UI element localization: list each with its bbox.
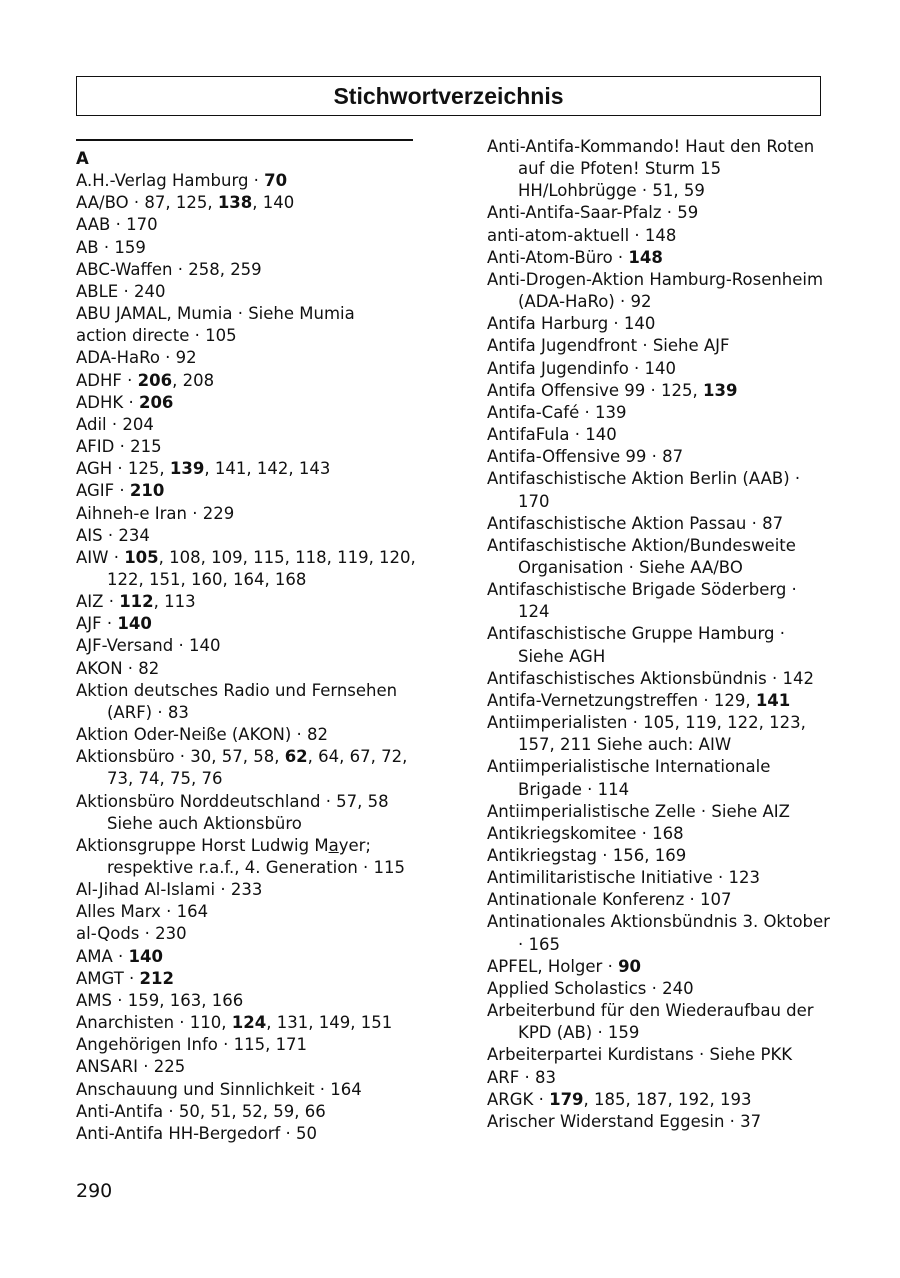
index-entry-text: Arbeiterbund für den Wiederaufbau der KPD (AB) · 159	[487, 1001, 814, 1043]
index-entry	[487, 1067, 832, 1089]
index-entry-text: Arischer Widerstand Eggesin · 37	[487, 1111, 762, 1131]
index-entry	[76, 1056, 421, 1078]
index-entry-text: Antifaschistisches Aktionsbündnis · 142	[487, 668, 814, 688]
index-main-page-ref: 138	[217, 193, 253, 213]
index-entry	[76, 1101, 421, 1123]
index-entry	[487, 690, 832, 712]
index-entry	[487, 225, 832, 247]
index-entry	[487, 535, 832, 579]
index-entry-text: ADA-HaRo · 92	[76, 348, 197, 368]
index-entry	[76, 281, 421, 303]
index-entry	[76, 835, 421, 879]
index-entry	[487, 1111, 832, 1133]
column-rule	[76, 139, 413, 141]
index-entry	[487, 513, 832, 535]
index-entry	[487, 380, 832, 402]
index-entry-text: , 131, 149, 151	[266, 1013, 393, 1033]
index-entry	[76, 990, 421, 1012]
index-entry	[76, 170, 421, 192]
index-entry-text: Antifaschistische Aktion Passau · 87	[487, 513, 784, 533]
index-entry-text: Arbeiterpartei Kurdistans · Siehe PKK	[487, 1045, 793, 1065]
index-entry-text: AAB · 170	[76, 215, 158, 235]
index-entry	[487, 823, 832, 845]
index-entry	[76, 259, 421, 281]
index-main-page-ref: 124	[231, 1013, 267, 1033]
index-entry-text: Aktion Oder-Neiße (AKON) · 82	[76, 725, 328, 745]
index-entry-text: AntifaFula · 140	[487, 425, 617, 445]
index-entry-text: Al-Jihad Al-Islami · 233	[76, 880, 263, 900]
index-entry	[76, 347, 421, 369]
index-entry-text: AIZ ·	[76, 592, 120, 612]
index-entry	[487, 136, 832, 202]
index-entry-text: ARGK ·	[487, 1089, 550, 1109]
index-entry-text: AIS · 234	[76, 525, 150, 545]
index-entry	[76, 325, 421, 347]
index-entry-text: Anti-Atom-Büro ·	[487, 247, 629, 267]
index-entry-text: Antikriegstag · 156, 169	[487, 846, 687, 865]
index-entry-text: ABC-Waffen · 258, 259	[76, 259, 262, 279]
index-entry	[76, 1079, 421, 1101]
index-entry	[487, 712, 832, 756]
index-entry	[487, 424, 832, 446]
index-entry-text: Anschauung und Sinnlichkeit · 164	[76, 1079, 362, 1099]
index-entry	[487, 1044, 832, 1066]
index-entry	[487, 956, 832, 978]
index-entry-text: Antifaschistische Gruppe Hamburg · Siehe AGH	[487, 624, 785, 666]
index-entry	[487, 313, 832, 335]
index-main-page-ref: 140	[128, 946, 163, 966]
index-entry-text: Anti-Antifa HH-Bergedorf · 50	[76, 1123, 318, 1143]
index-entry	[76, 635, 421, 657]
index-entry-text: Aktionsbüro Norddeutschland · 57, 58 Siehe auch Aktionsbüro	[76, 791, 389, 833]
index-entry	[76, 746, 421, 790]
index-entry-text: Applied Scholastics · 240	[487, 978, 694, 998]
index-entry-text: al-Qods · 230	[76, 924, 187, 944]
index-entry	[76, 591, 421, 613]
index-entry	[487, 402, 832, 424]
index-entry-text: AGH · 125,	[76, 459, 170, 479]
page-title-box	[76, 76, 821, 116]
index-entry	[487, 668, 832, 690]
index-entry-text: Anti-Antifa-Kommando! Haut den Roten auf die Pfoten! Sturm 15 HH/Lohbrügge · 51, 59	[487, 137, 815, 201]
index-entry	[76, 480, 421, 502]
index-main-page-ref: 70	[264, 171, 288, 191]
index-main-page-ref: 212	[139, 968, 174, 988]
index-entry-text: Antifaschistische Brigade Söderberg · 124	[487, 580, 797, 622]
index-entry	[76, 547, 421, 591]
index-entry-text: AA/BO · 87, 125,	[76, 193, 218, 213]
index-entry	[76, 658, 421, 680]
index-entry	[76, 303, 421, 325]
index-entry-text: Antifa-Café · 139	[487, 402, 627, 422]
index-entry-text: Aktion deutsches Radio und Fernsehen (ARF) · 83	[76, 680, 398, 722]
index-entry-text: ARF · 83	[487, 1067, 556, 1087]
index-entry	[487, 1089, 832, 1111]
index-entry	[76, 724, 421, 746]
index-entry-text: ANSARI · 225	[76, 1057, 186, 1077]
page-number: 290	[76, 1180, 113, 1202]
index-entry	[487, 801, 832, 823]
index-entry-text: Anti-Antifa-Saar-Pfalz · 59	[487, 203, 699, 223]
index-entry-text: Antiimperialistische Internationale Brigade · 114	[487, 757, 771, 799]
index-entry	[487, 269, 832, 313]
index-entry	[76, 370, 421, 392]
index-entry-text: Antifa-Vernetzungstreffen · 129,	[487, 690, 756, 710]
index-entry-text: ABU JAMAL, Mumia · Siehe Mumia	[76, 304, 355, 324]
index-entry-text: , 140	[252, 193, 295, 213]
index-main-page-ref: 210	[129, 481, 165, 501]
index-main-page-ref: 139	[702, 380, 738, 400]
index-main-page-ref: 141	[755, 690, 791, 710]
index-entry	[487, 623, 832, 667]
index-entry-text: yer; respektive r.a.f., 4. Generation · 115	[107, 835, 406, 877]
index-entry	[76, 879, 421, 901]
index-entry-text: anti-atom-aktuell · 148	[487, 225, 677, 245]
index-entry-text: A.H.-Verlag Hamburg ·	[76, 171, 265, 191]
index-entry-text: Adil · 204	[76, 414, 154, 434]
index-entry-text: , 185, 187, 192, 193	[583, 1089, 752, 1109]
index-entry-text: AIW ·	[76, 547, 125, 567]
index-entry	[76, 436, 421, 458]
right-index-column	[487, 136, 832, 1133]
index-entry	[487, 335, 832, 357]
index-entry-text: Antifaschistische Aktion/Bundesweite Organisation · Siehe AA/BO	[487, 535, 796, 577]
index-entry-text: AKON · 82	[76, 658, 160, 678]
index-entry-text: Antiimperialistische Zelle · Siehe AIZ	[487, 801, 790, 821]
index-entry	[76, 458, 421, 480]
index-entry-text: Antifa Jugendinfo · 140	[487, 358, 677, 378]
index-entry-text: AJF-Versand · 140	[76, 636, 221, 656]
index-main-page-ref: 62	[284, 747, 308, 767]
index-entry-text: Antifa-Offensive 99 · 87	[487, 447, 684, 467]
index-entry	[487, 1000, 832, 1044]
index-entry-text: AB · 159	[76, 237, 146, 257]
index-entry-text: Antifaschistische Aktion Berlin (AAB) · 170	[487, 469, 801, 511]
left-index-column	[76, 148, 421, 1145]
index-entry-text: Aktionsbüro · 30, 57, 58,	[76, 747, 285, 767]
index-entry	[76, 946, 421, 968]
index-entry-text: Aktionsgruppe Horst Ludwig M	[76, 835, 329, 855]
index-entry-text: ABLE · 240	[76, 281, 166, 301]
index-entry-text: AJF ·	[76, 614, 118, 634]
index-entry-text: , 141, 142, 143	[204, 459, 331, 479]
index-entry-text: , 113	[153, 592, 196, 612]
index-entry-text: Alles Marx · 164	[76, 902, 209, 922]
index-entry	[487, 247, 832, 269]
index-entry-text: Antinationale Konferenz · 107	[487, 890, 732, 910]
index-entry	[487, 358, 832, 380]
index-main-page-ref: 148	[628, 247, 663, 267]
index-entry-text: AGIF ·	[76, 481, 130, 501]
index-entry-text: Angehörigen Info · 115, 171	[76, 1035, 308, 1055]
index-entry	[76, 1012, 421, 1034]
index-entry	[487, 468, 832, 512]
index-entry-text: Antimilitaristische Initiative · 123	[487, 868, 761, 888]
index-entry-text: AMS · 159, 163, 166	[76, 990, 244, 1010]
index-entry-text: Aihneh-e Iran · 229	[76, 503, 235, 523]
index-main-page-ref: 140	[117, 614, 152, 634]
index-entry	[487, 867, 832, 889]
index-entry	[76, 1034, 421, 1056]
page-title: Stichwortverzeichnis	[333, 82, 564, 109]
index-entry	[76, 901, 421, 923]
index-entry	[76, 923, 421, 945]
index-entry	[487, 845, 832, 867]
index-entry-text: action directe · 105	[76, 326, 237, 346]
index-entry	[76, 968, 421, 990]
index-entry-text: , 64, 67, 72, 73, 74, 75, 76	[107, 747, 408, 789]
index-entry	[487, 202, 832, 224]
index-main-page-ref: 179	[549, 1089, 584, 1109]
index-entry-text: a	[328, 835, 339, 855]
index-main-page-ref: 105	[124, 547, 159, 567]
index-entry	[487, 579, 832, 623]
index-letter-heading	[76, 148, 421, 170]
index-entry-text: APFEL, Holger ·	[487, 956, 619, 976]
index-entry-text: Anarchisten · 110,	[76, 1013, 232, 1033]
index-main-page-ref: 206	[138, 392, 174, 412]
index-entry-text: Anti-Drogen-Aktion Hamburg-Rosenheim (ADA-HaRo) · 92	[487, 269, 824, 312]
index-entry	[487, 889, 832, 911]
index-entry-text: Antifa Harburg · 140	[487, 314, 656, 334]
index-entry	[76, 237, 421, 259]
index-entry-text: AMA ·	[76, 946, 129, 966]
index-entry	[487, 911, 832, 955]
index-main-page-ref: 206	[137, 370, 173, 390]
index-entry	[76, 613, 421, 635]
index-entry	[76, 192, 421, 214]
index-main-page-ref: 112	[119, 592, 154, 612]
index-entry	[76, 414, 421, 436]
index-entry	[487, 756, 832, 800]
index-entry-text: Antiimperialisten · 105, 119, 122, 123, 157, 211 Siehe auch: AIW	[487, 713, 806, 755]
index-entry	[76, 503, 421, 525]
index-entry-text: A	[76, 149, 89, 168]
index-entry-text: Antifa Jugendfront · Siehe AJF	[487, 336, 730, 356]
index-entry	[76, 1123, 421, 1145]
index-entry-text: Antifa Offensive 99 · 125,	[487, 380, 703, 400]
index-entry	[76, 214, 421, 236]
index-main-page-ref: 139	[169, 459, 205, 479]
index-entry-text: ADHK ·	[76, 392, 139, 412]
index-entry-text: AMGT ·	[76, 968, 140, 988]
index-entry-text: ADHF ·	[76, 370, 138, 390]
index-entry	[76, 392, 421, 414]
index-main-page-ref: 90	[618, 956, 642, 976]
index-entry	[487, 978, 832, 1000]
index-entry-text: Antinationales Aktionsbündnis 3. Oktober · 165	[487, 912, 830, 954]
index-entry	[76, 680, 421, 724]
index-entry	[76, 525, 421, 547]
index-entry-text: , 108, 109, 115, 118, 119, 120, 122, 151, 160, 164, 168	[107, 547, 416, 589]
index-entry-text: Antikriegskomitee · 168	[487, 823, 684, 843]
index-entry	[487, 446, 832, 468]
index-entry-text: , 208	[172, 370, 215, 390]
index-entry	[76, 791, 421, 835]
index-entry-text: AFID · 215	[76, 437, 162, 457]
index-entry-text: Anti-Antifa · 50, 51, 52, 59, 66	[76, 1101, 326, 1121]
